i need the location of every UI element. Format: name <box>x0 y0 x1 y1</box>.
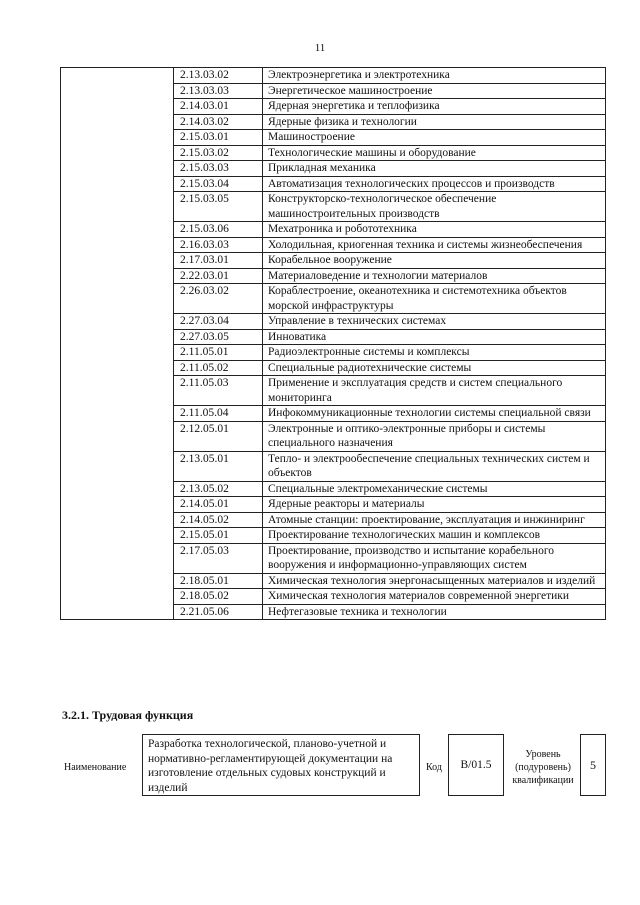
empty-cell <box>61 528 174 544</box>
table-row <box>61 589 606 605</box>
code-cell: 2.14.03.02 <box>174 114 263 130</box>
empty-cell <box>61 114 174 130</box>
empty-cell <box>61 497 174 513</box>
qualification-level-value: 5 <box>580 734 606 796</box>
section-title: 3.2.1. Трудовая функция <box>62 708 194 722</box>
code-cell: 2.11.05.03 <box>174 376 263 406</box>
specialty-name-cell: Специальные электромеханические системы <box>263 481 606 497</box>
table-row <box>61 268 606 284</box>
name-label: Наименование <box>64 762 127 773</box>
table-row <box>61 406 606 422</box>
empty-cell <box>61 222 174 238</box>
empty-cell <box>61 130 174 146</box>
code-cell: 2.13.03.02 <box>174 68 263 84</box>
specialty-name-cell: Управление в технических системах <box>263 314 606 330</box>
code-cell: 2.15.05.01 <box>174 528 263 544</box>
specialty-name-cell: Мехатроника и робототехника <box>263 222 606 238</box>
table-row <box>61 284 606 314</box>
empty-cell <box>61 573 174 589</box>
empty-cell <box>61 268 174 284</box>
code-cell: 2.26.03.02 <box>174 284 263 314</box>
empty-cell <box>61 543 174 573</box>
table-row <box>61 314 606 330</box>
table-row <box>61 176 606 192</box>
table-row <box>61 528 606 544</box>
table-row <box>61 161 606 177</box>
empty-cell <box>61 68 174 84</box>
specialty-name-cell: Технологические машины и оборудование <box>263 145 606 161</box>
code-cell: 2.11.05.01 <box>174 345 263 361</box>
table-row <box>61 604 606 620</box>
specialty-name-cell: Атомные станции: проектирование, эксплуатация и инжиниринг <box>263 512 606 528</box>
table-row <box>61 451 606 481</box>
code-cell: 2.27.03.05 <box>174 329 263 345</box>
empty-cell <box>61 237 174 253</box>
empty-cell <box>61 604 174 620</box>
specialty-name-cell: Ядерная энергетика и теплофизика <box>263 99 606 115</box>
specialty-name-cell: Инноватика <box>263 329 606 345</box>
table-row <box>61 376 606 406</box>
function-name-value: Разработка технологической, планово-учетной и нормативно-регламентирующей документации на изготовление отдельных судовых конструкций и изделий <box>142 734 420 796</box>
table-row <box>61 573 606 589</box>
specialty-name-cell: Инфокоммуникационные технологии системы специальной связи <box>263 406 606 422</box>
code-cell: 2.21.05.06 <box>174 604 263 620</box>
empty-cell <box>61 83 174 99</box>
specialty-name-cell: Нефтегазовые техника и технологии <box>263 604 606 620</box>
code-label: Код <box>426 762 442 773</box>
table-row <box>61 145 606 161</box>
table-row <box>61 222 606 238</box>
specialty-name-cell: Холодильная, криогенная техника и системы жизнеобеспечения <box>263 237 606 253</box>
page-number: 11 <box>314 42 326 54</box>
code-cell: 2.17.05.03 <box>174 543 263 573</box>
code-cell: 2.22.03.01 <box>174 268 263 284</box>
specialty-name-cell: Автоматизация технологических процессов и производств <box>263 176 606 192</box>
code-cell: 2.16.03.03 <box>174 237 263 253</box>
education-codes-table <box>60 67 606 620</box>
code-cell: 2.15.03.02 <box>174 145 263 161</box>
table-row <box>61 497 606 513</box>
code-cell: 2.11.05.02 <box>174 360 263 376</box>
code-cell: 2.12.05.01 <box>174 421 263 451</box>
table-row <box>61 329 606 345</box>
specialty-name-cell: Материаловедение и технологии материалов <box>263 268 606 284</box>
codes-table-body <box>61 68 606 620</box>
specialty-name-cell: Применение и эксплуатация средств и систем специального мониторинга <box>263 376 606 406</box>
specialty-name-cell: Химическая технология энергонасыщенных материалов и изделий <box>263 573 606 589</box>
specialty-name-cell: Прикладная механика <box>263 161 606 177</box>
table-row <box>61 345 606 361</box>
code-cell: 2.15.03.04 <box>174 176 263 192</box>
empty-cell <box>61 512 174 528</box>
code-cell: 2.14.03.01 <box>174 99 263 115</box>
empty-cell <box>61 176 174 192</box>
specialty-name-cell: Электроэнергетика и электротехника <box>263 68 606 84</box>
specialty-name-cell: Химическая технология материалов современной энергетики <box>263 589 606 605</box>
table-row <box>61 253 606 269</box>
code-cell: 2.13.05.01 <box>174 451 263 481</box>
code-cell: 2.14.05.02 <box>174 512 263 528</box>
table-row <box>61 421 606 451</box>
code-cell: 2.14.05.01 <box>174 497 263 513</box>
code-cell: 2.18.05.01 <box>174 573 263 589</box>
empty-cell <box>61 99 174 115</box>
empty-cell <box>61 161 174 177</box>
empty-cell <box>61 421 174 451</box>
table-row <box>61 237 606 253</box>
specialty-name-cell: Проектирование технологических машин и комплексов <box>263 528 606 544</box>
empty-cell <box>61 376 174 406</box>
code-cell: 2.15.03.03 <box>174 161 263 177</box>
empty-cell <box>61 481 174 497</box>
empty-cell <box>61 284 174 314</box>
specialty-name-cell: Тепло- и электрообеспечение специальных технических систем и объектов <box>263 451 606 481</box>
table-row <box>61 114 606 130</box>
empty-cell <box>61 345 174 361</box>
empty-cell <box>61 253 174 269</box>
specialty-name-cell: Машиностроение <box>263 130 606 146</box>
code-cell: 2.11.05.04 <box>174 406 263 422</box>
table-row <box>61 512 606 528</box>
table-row <box>61 192 606 222</box>
table-row <box>61 99 606 115</box>
specialty-name-cell: Энергетическое машиностроение <box>263 83 606 99</box>
specialty-name-cell: Электронные и оптико-электронные приборы и системы специального назначения <box>263 421 606 451</box>
specialty-name-cell: Кораблестроение, океанотехника и системотехника объектов морской инфраструктуры <box>263 284 606 314</box>
code-cell: 2.15.03.06 <box>174 222 263 238</box>
specialty-name-cell: Корабельное вооружение <box>263 253 606 269</box>
table-row <box>61 543 606 573</box>
specialty-name-cell: Ядерные физика и технологии <box>263 114 606 130</box>
table-row <box>61 130 606 146</box>
code-cell: 2.27.03.04 <box>174 314 263 330</box>
empty-cell <box>61 406 174 422</box>
specialty-name-cell: Конструкторско-технологическое обеспечение машиностроительных производств <box>263 192 606 222</box>
empty-cell <box>61 451 174 481</box>
code-cell: 2.15.03.01 <box>174 130 263 146</box>
level-label: Уровень (подуровень) квалификации <box>512 749 574 786</box>
empty-cell <box>61 329 174 345</box>
table-row <box>61 481 606 497</box>
empty-cell <box>61 145 174 161</box>
empty-cell <box>61 192 174 222</box>
table-row <box>61 83 606 99</box>
specialty-name-cell: Специальные радиотехнические системы <box>263 360 606 376</box>
empty-cell <box>61 360 174 376</box>
table-row <box>61 360 606 376</box>
empty-cell <box>61 589 174 605</box>
specialty-name-cell: Радиоэлектронные системы и комплексы <box>263 345 606 361</box>
specialty-name-cell: Ядерные реакторы и материалы <box>263 497 606 513</box>
code-cell: 2.13.03.03 <box>174 83 263 99</box>
specialty-name-cell: Проектирование, производство и испытание корабельного вооружения и информационно-управляющих систем <box>263 543 606 573</box>
code-cell: 2.13.05.02 <box>174 481 263 497</box>
code-cell: 2.17.03.01 <box>174 253 263 269</box>
function-code-value: B/01.5 <box>448 734 504 796</box>
table-row <box>61 68 606 84</box>
code-cell: 2.15.03.05 <box>174 192 263 222</box>
code-cell: 2.18.05.02 <box>174 589 263 605</box>
empty-cell <box>61 314 174 330</box>
